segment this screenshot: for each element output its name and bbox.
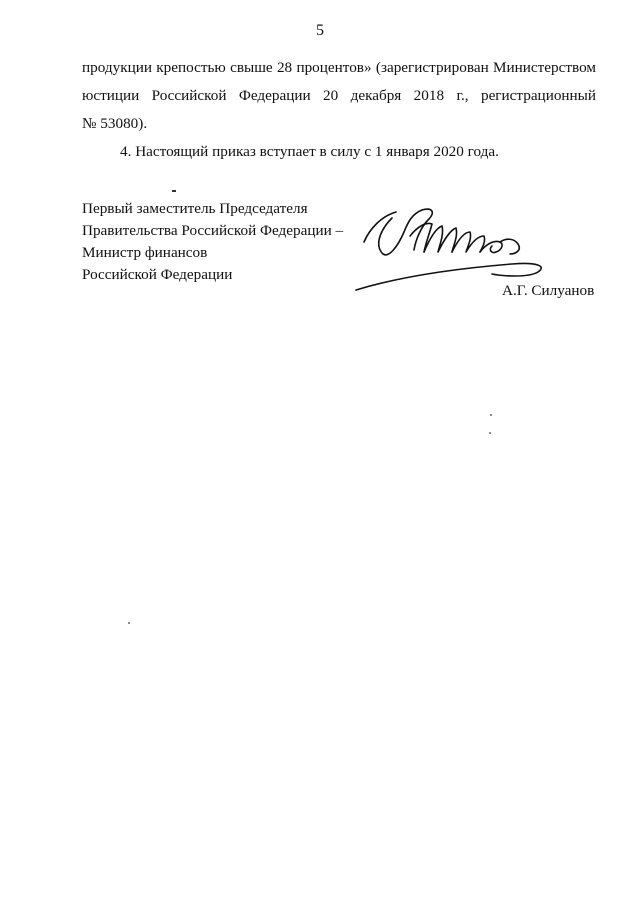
scan-speck bbox=[128, 622, 130, 624]
signatory-title-line: Правительства Российской Федерации – bbox=[82, 222, 344, 239]
signatory-title-line: Российской Федерации bbox=[82, 266, 233, 283]
paragraph-line: продукции крепостью свыше 28 процентов» (зарегистрирован Министерством bbox=[82, 59, 596, 76]
signatory-title-line: Министр финансов bbox=[82, 244, 208, 261]
document-body bbox=[82, 54, 596, 166]
signatory-title-line: Первый заместитель Председателя bbox=[82, 200, 308, 217]
scan-speck bbox=[489, 432, 491, 434]
stray-mark bbox=[172, 190, 176, 192]
signer-name: А.Г. Силуанов bbox=[502, 282, 595, 299]
paragraph-effective-date bbox=[82, 138, 596, 166]
paragraph-line: юстиции Российской Федерации 20 декабря 2018 г., регистрационный bbox=[82, 87, 596, 104]
paragraph-line: 4. Настоящий приказ вступает в силу с 1 января 2020 года. bbox=[120, 143, 499, 160]
signatory-title bbox=[82, 198, 343, 286]
page-number: 5 bbox=[316, 22, 324, 39]
paragraph-line: № 53080). bbox=[82, 115, 148, 132]
paragraph-continuation bbox=[82, 54, 596, 138]
scan-speck bbox=[490, 414, 492, 416]
